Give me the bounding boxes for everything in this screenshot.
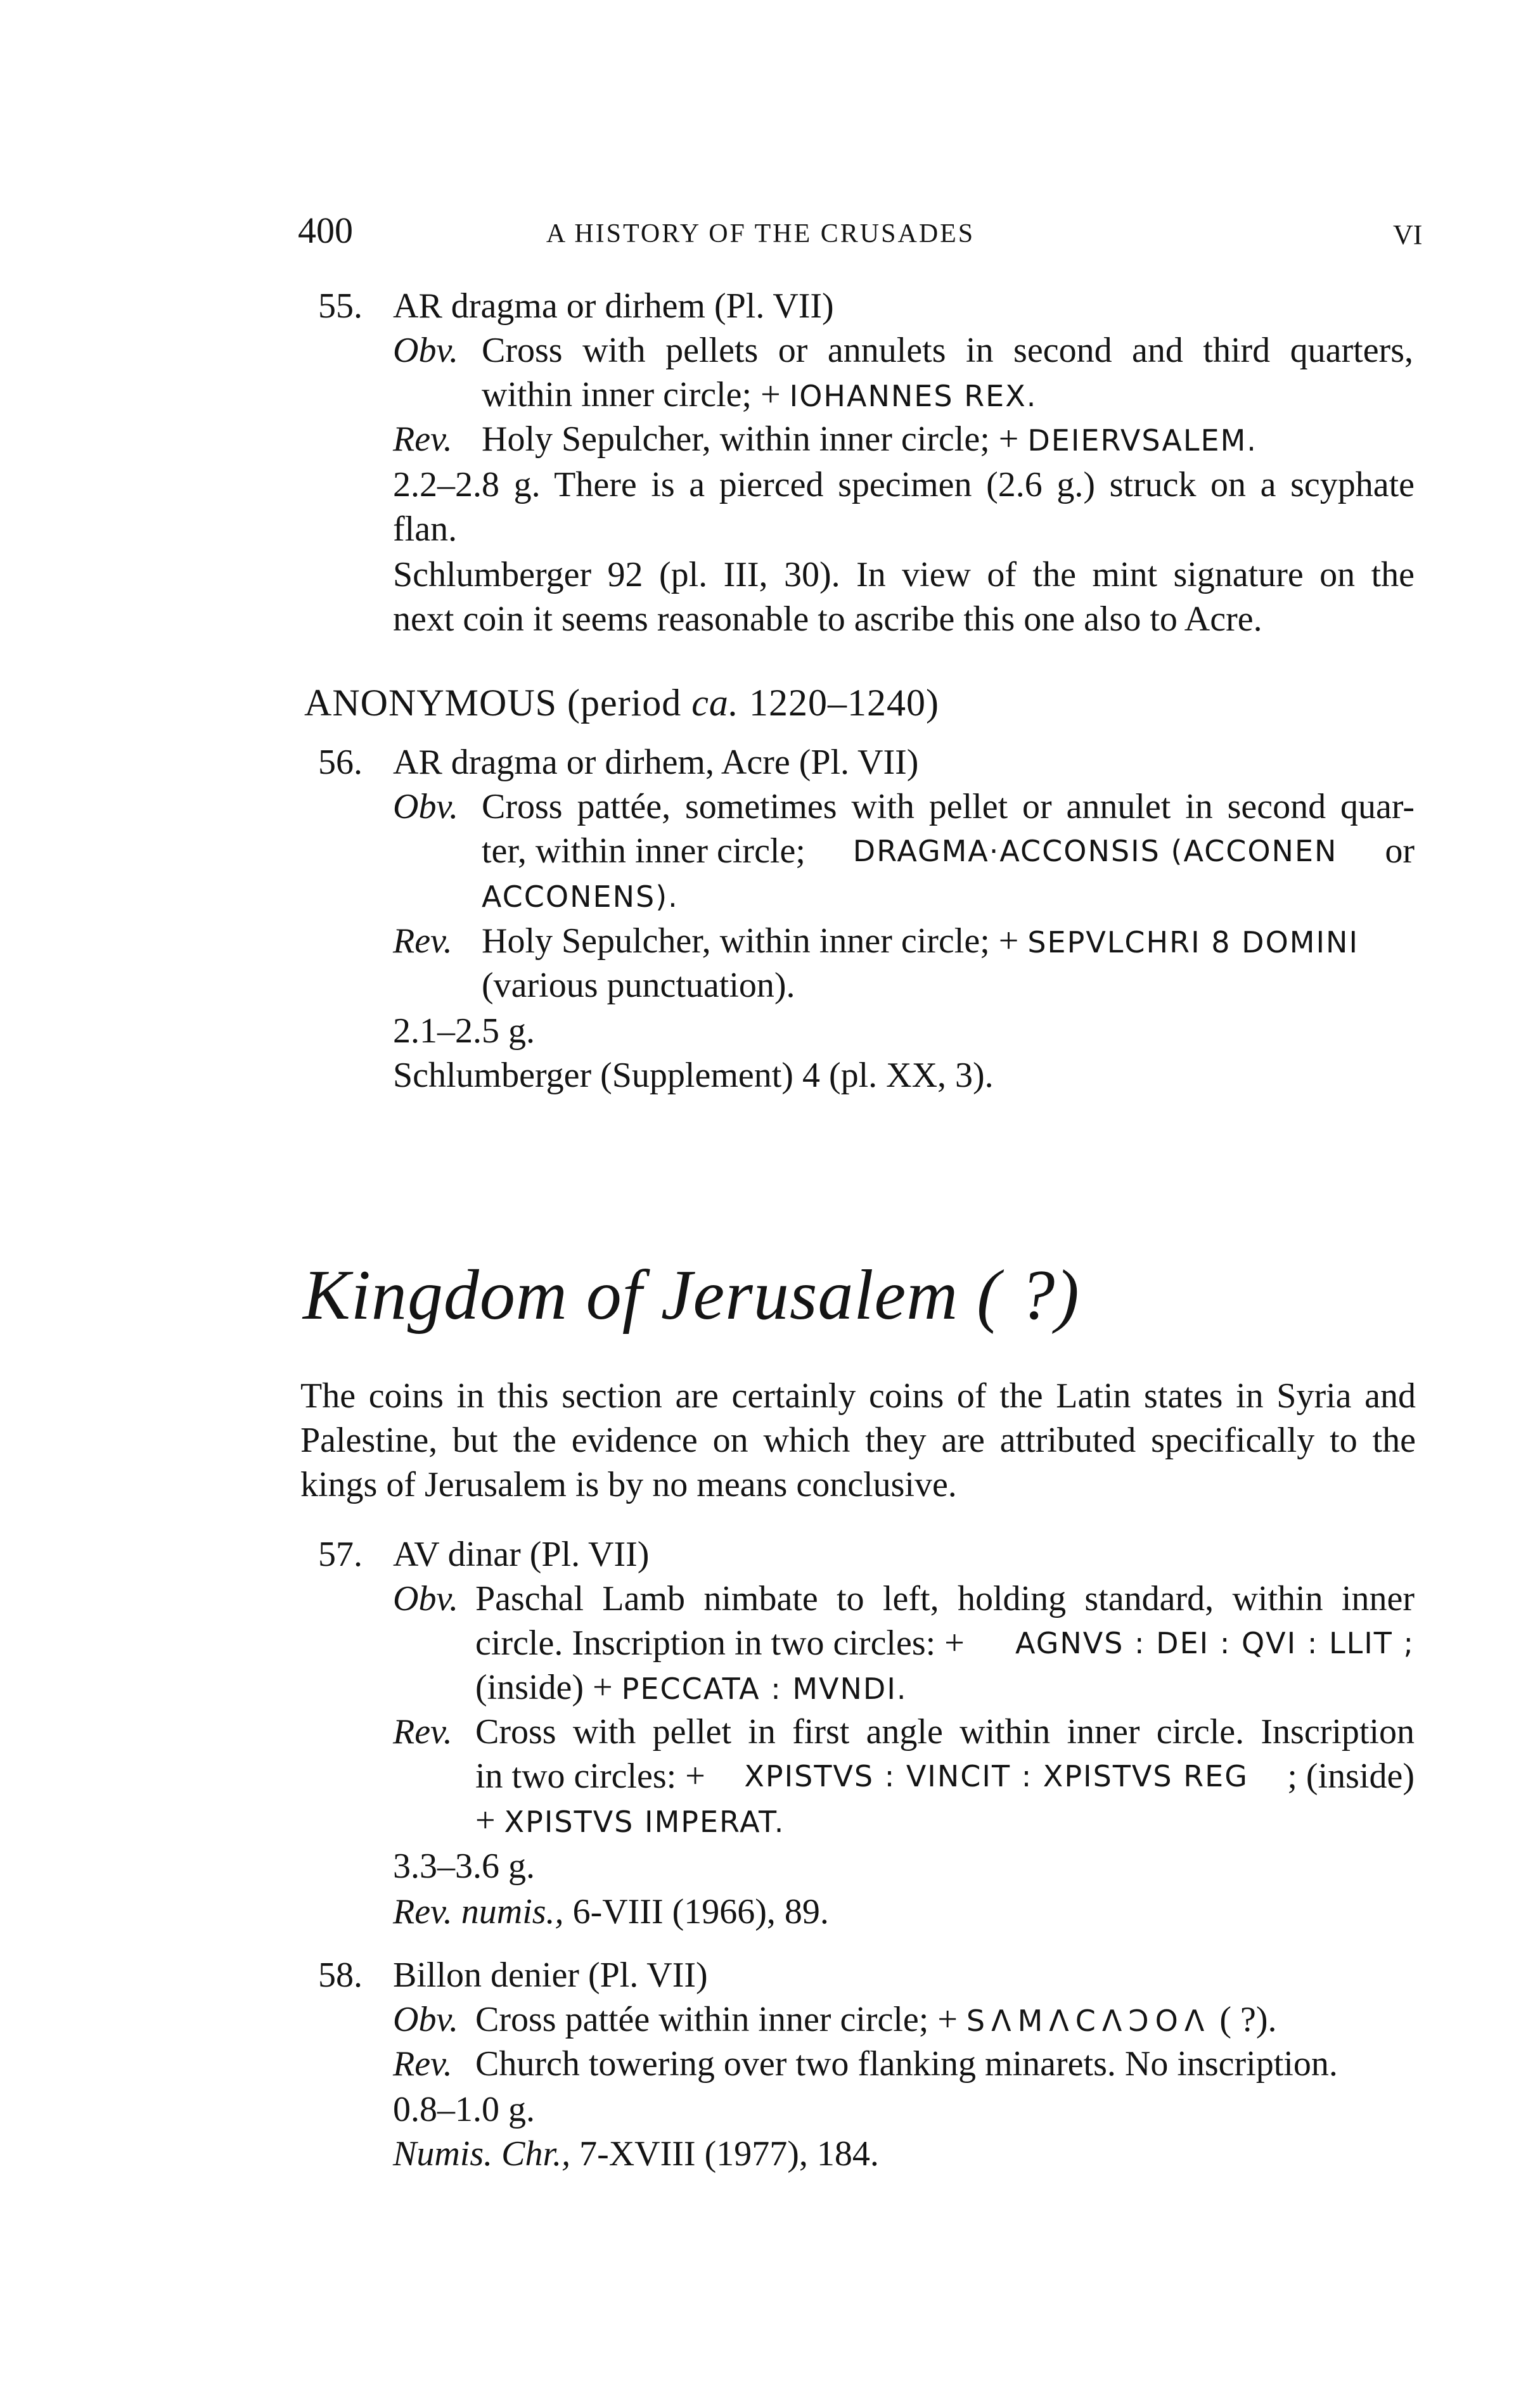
reverse-label: Rev. [393, 2044, 452, 2084]
coin-inscription: SΛMΛCΛϽOΛ [966, 2004, 1211, 2038]
weight-note: 3.3–3.6 g. [393, 1847, 535, 1886]
intro-paragraph-line: The coins in this section are certainly coins of the Latin states in Syria and [300, 1376, 1416, 1416]
obverse-inscription-variant [482, 873, 679, 919]
entry-title: AV dinar (Pl. VII) [393, 1535, 650, 1574]
obverse-description: Cross pattée within inner circle; + SΛMΛCΛϽOΛ ( ?). [475, 2000, 1277, 2039]
reference: Numis. Chr., 7-XVIII (1977), 184. [393, 2134, 879, 2174]
obverse-label: Obv. [393, 331, 459, 370]
coin-inscription: ACCONENS). [482, 880, 679, 914]
obverse-inner-inscription: (inside) + PECCATA : MVNDI. [475, 1668, 908, 1707]
entry-title: AR dragma or dirhem (Pl. VII) [393, 286, 834, 326]
obverse-inscription-line: within inner circle; + IOHANNES REX. [482, 375, 1037, 414]
reverse-inner-inscription: + XPISTVS IMPERAT. [475, 1801, 785, 1840]
coin-inscription: XPISTVS : VINCIT : XPISTVS REG [744, 1759, 1248, 1793]
reverse-inscription-line: in two circles: + XPISTVS : VINCIT : XPISTVS REG ; (inside) [475, 1754, 1415, 1798]
reference-cont: next coin it seems reasonable to ascribe this one also to Acre. [393, 599, 1262, 639]
obverse-inscription-line: circle. Inscription in two circles: + AGNVS : DEI : QVI : LLIT ; [475, 1621, 1415, 1665]
entry-number: 57. [318, 1535, 363, 1574]
obverse-label: Obv. [393, 1579, 459, 1618]
weight-note: 0.8–1.0 g. [393, 2090, 535, 2129]
obverse-label: Obv. [393, 2000, 459, 2039]
obverse-inscription-line: ter, within inner circle; DRAGMA·ACCONSIS (ACCONEN or [482, 829, 1415, 873]
coin-inscription: DRAGMA·ACCONSIS (ACCONEN [852, 834, 1338, 868]
reverse-label: Rev. [393, 921, 452, 961]
reverse-note: (various punctuation). [482, 966, 795, 1005]
entry-number: 56. [318, 743, 363, 782]
reference: Schlumberger 92 (pl. III, 30). In view of the mint signature on the [393, 555, 1415, 594]
entry-title: AR dragma or dirhem, Acre (Pl. VII) [393, 743, 919, 782]
obverse-description: Cross with pellets or annulets in second and third quarters, [482, 331, 1413, 370]
entry-number: 55. [318, 286, 363, 326]
reverse-description: Holy Sepulcher, within inner circle; + DEIERVSALEM. [482, 419, 1257, 459]
coin-inscription: DEIERVSALEM. [1027, 423, 1257, 458]
reverse-description: Church towering over two flanking minarets. No inscription. [475, 2044, 1338, 2084]
reverse-label: Rev. [393, 419, 452, 459]
reference: Schlumberger (Supplement) 4 (pl. XX, 3). [393, 1056, 994, 1095]
reference: Rev. numis., 6-VIII (1966), 89. [393, 1892, 829, 1931]
obverse-description: Cross pattée, sometimes with pellet or annulet in second quar- [482, 787, 1415, 826]
coin-inscription: AGNVS : DEI : QVI : LLIT ; [1015, 1626, 1415, 1660]
intro-paragraph-line: kings of Jerusalem is by no means conclusive. [300, 1465, 957, 1504]
obverse-label: Obv. [393, 787, 459, 826]
weight-note: 2.2–2.8 g. There is a pierced specimen (2.6 g.) struck on a scyphate [393, 465, 1415, 504]
running-title: A HISTORY OF THE CRUSADES [546, 219, 975, 248]
reverse-label: Rev. [393, 1712, 452, 1752]
section-heading: Kingdom of Jerusalem ( ?) [303, 1256, 1080, 1335]
coin-inscription: IOHANNES REX. [789, 379, 1037, 413]
coin-inscription: PECCATA : MVNDI. [621, 1672, 908, 1706]
entry-title: Billon denier (Pl. VII) [393, 1956, 708, 1995]
weight-note-cont: flan. [393, 509, 458, 549]
section-number: VI [1393, 219, 1423, 250]
reverse-description: Cross with pellet in first angle within inner circle. Inscription [475, 1712, 1415, 1752]
coin-inscription: SEPVLCHRI 8 DOMINI [1027, 925, 1359, 959]
weight-note: 2.1–2.5 g. [393, 1011, 535, 1051]
coin-inscription: XPISTVS IMPERAT. [504, 1805, 785, 1839]
obverse-description: Paschal Lamb nimbate to left, holding standard, within inner [475, 1579, 1415, 1618]
subsection-heading: ANONYMOUS (period ca. 1220–1240) [304, 682, 939, 724]
intro-paragraph-line: Palestine, but the evidence on which they are attributed specifically to the [300, 1421, 1416, 1460]
page-number: 400 [298, 210, 353, 251]
reverse-description: Holy Sepulcher, within inner circle; + SEPVLCHRI 8 DOMINI [482, 921, 1359, 961]
entry-number: 58. [318, 1956, 363, 1995]
